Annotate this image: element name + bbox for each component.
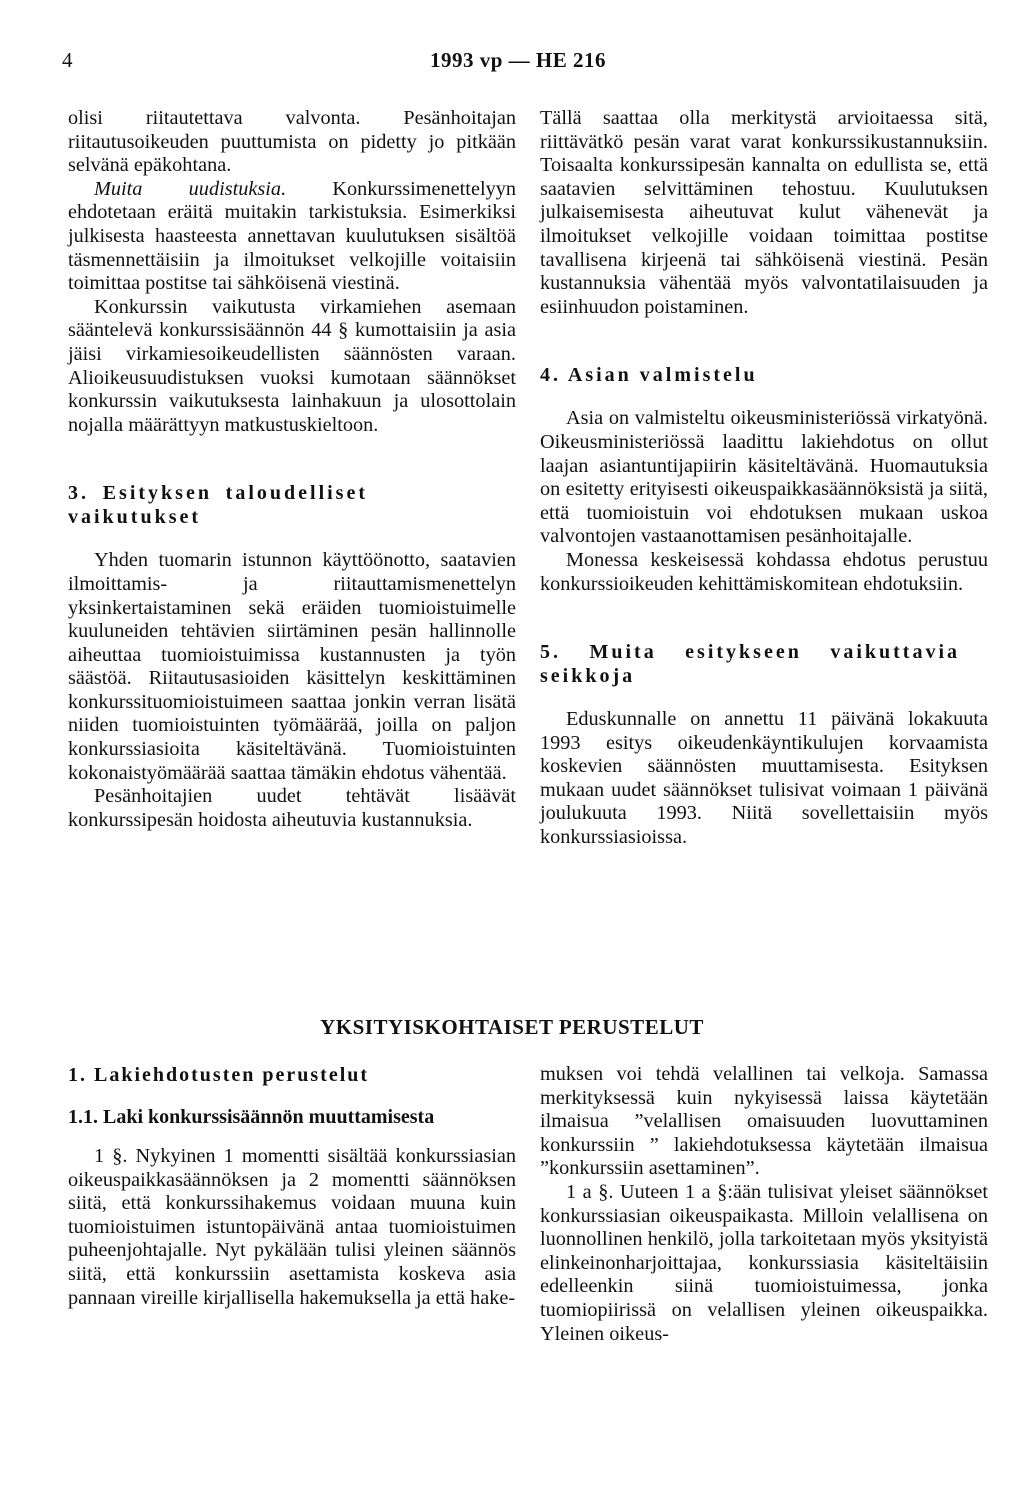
paragraph: 1 a §. Uuteen 1 a §:ään tulisivat yleiset säännökset konkurssiasian oikeuspaikasta. Milloin velallisena on luonnollinen henkilö, jolla tarkoitetaan myös yksityistä elinkeinonharjoittajaa, konkurssiasia käsiteltäisiin edelleenkin siinä tuomioistuimessa, jonka tuomiopiirissä on velallisen yleinen oikeuspaikka. Yleinen oikeus- (540, 1180, 988, 1345)
paragraph: Pesänhoitajien uudet tehtävät lisäävät konkurssipesän hoidosta aiheutuvia kustannuksia. (68, 785, 516, 831)
inline-heading: Muita uudistuksia. (94, 177, 287, 200)
section-title: YKSITYISKOHTAISET PERUSTELUT (320, 1015, 704, 1039)
paragraph: Tällä saattaa olla merkitystä arvioitaessa sitä, riittävätkö pesän varat varat konkurssikustannuksiin. Toisaalta konkurssipesän kannalta on edullista se, että saatavien selvittäminen tehostuu. Kuulutuksen julkaisemisesta aiheutuvat kulut vähenevät ja ilmoitukset velkojille voidaan toimittaa postitse tavallisena kirjeenä tai sähköisenä viestinä. Pesän kustannuksia vähentää myös valvontatilaisuuden ja esiinhuudon poistaminen. (540, 107, 988, 318)
section-heading-4: 4. Asian valmistelu (540, 364, 758, 387)
right-column (540, 107, 988, 850)
paragraph-text: Konkurssimenettelyyn ehdotetaan eräitä muitakin tarkistuksia. Esimerkiksi julkisesta haasteesta annettavan kuulutuksen sisältöä täsmennettäisiin ja ilmoitukset velkojille voitaisiin toimittaa postitse tai sähköisenä viestinä. (68, 177, 516, 295)
section-heading-3: 3. Esityksen taloudelliset vaikutukset (68, 482, 368, 529)
paragraph: Asia on valmisteltu oikeusministeriössä virkatyönä. Oikeusministeriössä laadittu lakiehdotus on ollut laajan asiantuntijapiirin käsiteltävänä. Huomautuksia on esitetty erityisesti oikeuspaikkasäännöksistä ja siitä, että tuomioistuin voi ehdotuksen mukaan uskoa valvontojen vastaanottamisen pesänhoitajalle. (540, 407, 988, 548)
paragraph: olisi riitautettava valvonta. Pesänhoitajan riitautusoikeuden puuttumista on pidetty jo pitkään selvänä epäkohtana. (68, 107, 516, 177)
paragraph: Yhden tuomarin istunnon käyttöönotto, saatavien ilmoittamis- ja riitauttamismenettelyn yksinkertaistaminen sekä eräiden tuomioistuimelle kuuluneiden tehtävien siirtäminen pesän hallinnolle aiheuttaa tuomioistuimissa kustannusten ja työn säästöä. Riitautusasioiden käsittelyn keskittäminen konkurssituomioistuimeen saattaa jonkin verran lisätä niiden tuomioistuinten työmäärää, joilla on paljon konkurssiasioita käsiteltävänä. Tuomioistuinten kokonaistyömäärää saattaa tämäkin ehdotus vähentää. (68, 549, 516, 784)
running-title: 1993 vp — HE 216 (430, 48, 607, 72)
paragraph: Konkurssin vaikutusta virkamiehen asemaan sääntelevä konkurssisäännön 44 § kumottaisiin ja asia jäisi virkamiesoikeudellisten säännösten varaan. Alioikeusuudistuksen vuoksi kumotaan säännökset konkurssin vaikutuksesta lainhakuun ja ulosottolain nojalla määrättyyn matkustuskieltoon. (68, 295, 516, 436)
subsection-heading-1: 1. Lakiehdotusten perustelut (68, 1064, 370, 1086)
paragraph: Eduskunnalle on annettu 11 päivänä lokakuuta 1993 esitys oikeudenkäyntikulujen korvaamista koskevien säännösten muuttamisesta. Esityksen mukaan uudet säännökset tulisivat voimaan 1 päivänä joulukuuta 1993. Niitä sovellettaisiin myös konkurssiasioissa. (540, 708, 988, 849)
paragraph (68, 178, 516, 296)
page-header (62, 48, 962, 78)
bottom-left-column (68, 1063, 516, 1310)
paragraph: 1 §. Nykyinen 1 momentti sisältää konkurssiasian oikeuspaikkasäännöksen ja 2 momentti säännöksen siitä, että konkurssihakemus voidaan muuna kuin tuomioistuimen istuntopäivänä antaa tuomioistuimen puheenjohtajalle. Nyt pykälään tulisi yleinen säännös siitä, että konkurssiin asettamista koskeva asia pannaan vireille kirjallisella hakemuksella ja että hake- (68, 1145, 516, 1309)
subsection-heading-1-1: 1.1. Laki konkurssisäännön muuttamisesta (68, 1106, 435, 1128)
paragraph: muksen voi tehdä velallinen tai velkoja. Samassa merkityksessä kuin nykyisessä laissa käytetään ilmaisua ”velallisen omaisuuden luovuttaminen konkurssiin ” lakiehdotuksessa käytetään ilmaisua ”konkurssiin asettaminen”. (540, 1063, 988, 1180)
paragraph: Monessa keskeisessä kohdassa ehdotus perustuu konkurssioikeuden kehittämiskomitean ehdotuksiin. (540, 548, 988, 595)
bottom-right-column (540, 1063, 988, 1346)
page-number: 4 (62, 48, 73, 72)
section-heading-5: 5. Muita esitykseen vaikuttavia seikkoja (540, 641, 960, 688)
left-column (68, 107, 516, 832)
